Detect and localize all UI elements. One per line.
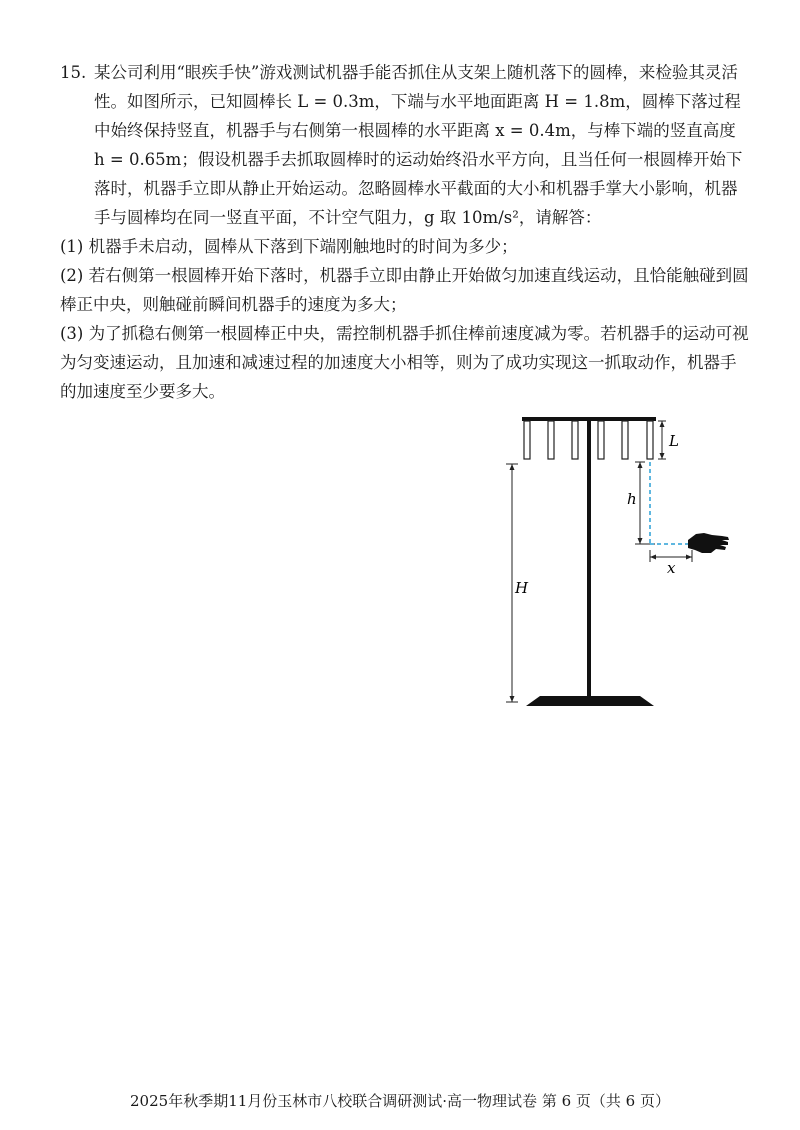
label-H: H <box>515 579 529 597</box>
support-base <box>526 696 654 706</box>
label-x: x <box>667 559 676 577</box>
question-number: 15. <box>60 63 87 82</box>
page-footer: 2025年秋季期11月份玉林市八校联合调研测试·高一物理试卷 第 6 页（共 6 页） <box>130 1092 670 1110</box>
question-15 <box>60 58 750 406</box>
label-h: h <box>627 490 637 508</box>
support-bar <box>522 417 656 421</box>
rod <box>548 421 554 459</box>
question-stem-text: 某公司利用“眼疾手快”游戏测试机器手能否抓住从支架上随机落下的圆棒，来检验其灵活性。如图所示，已知圆棒长 L = 0.3m，下端与水平地面距离 H = 1.8m，圆棒下落过程中始终保持竖直，机器手与右侧第一根圆棒的水平距离 x = 0.4m，与棒下端的竖直高度 h = 0.65m；假设机器手去抓取圆棒时的运动始终沿水平方向，且当任何一根圆棒开始下落时，机器手立即从静止开始运动。忽略圆棒水平截面的大小和机器手掌大小影响，机器手与圆棒均在同一竖直平面，不计空气阻力，g 取 10m/s²，请解答： <box>94 63 743 227</box>
label-L: L <box>669 432 679 450</box>
rod <box>524 421 530 459</box>
rod <box>622 421 628 459</box>
robot-hand-icon <box>688 533 729 553</box>
physics-diagram <box>490 410 750 710</box>
sub-question-2: (2) 若右侧第一根圆棒开始下落时，机器手立即由静止开始做匀加速直线运动，且恰能触碰到圆棒正中央，则触碰前瞬间机器手的速度为多大； <box>60 266 749 314</box>
rod <box>598 421 604 459</box>
question-stem <box>60 58 750 232</box>
sub-question-3: (3) 为了抓稳右侧第一根圆棒正中央，需控制机器手抓住棒前速度减为零。若机器手的运动可视为匀变速运动，且加速和减速过程的加速度大小相等，则为了成功实现这一抓取动作，机器手的加速度至少要多大。 <box>60 324 749 401</box>
support-pole <box>587 421 591 697</box>
rod <box>572 421 578 459</box>
rod <box>647 421 653 459</box>
sub-question-1: (1) 机器手未启动，圆棒从下落到下端刚触地时的时间为多少； <box>60 237 518 256</box>
